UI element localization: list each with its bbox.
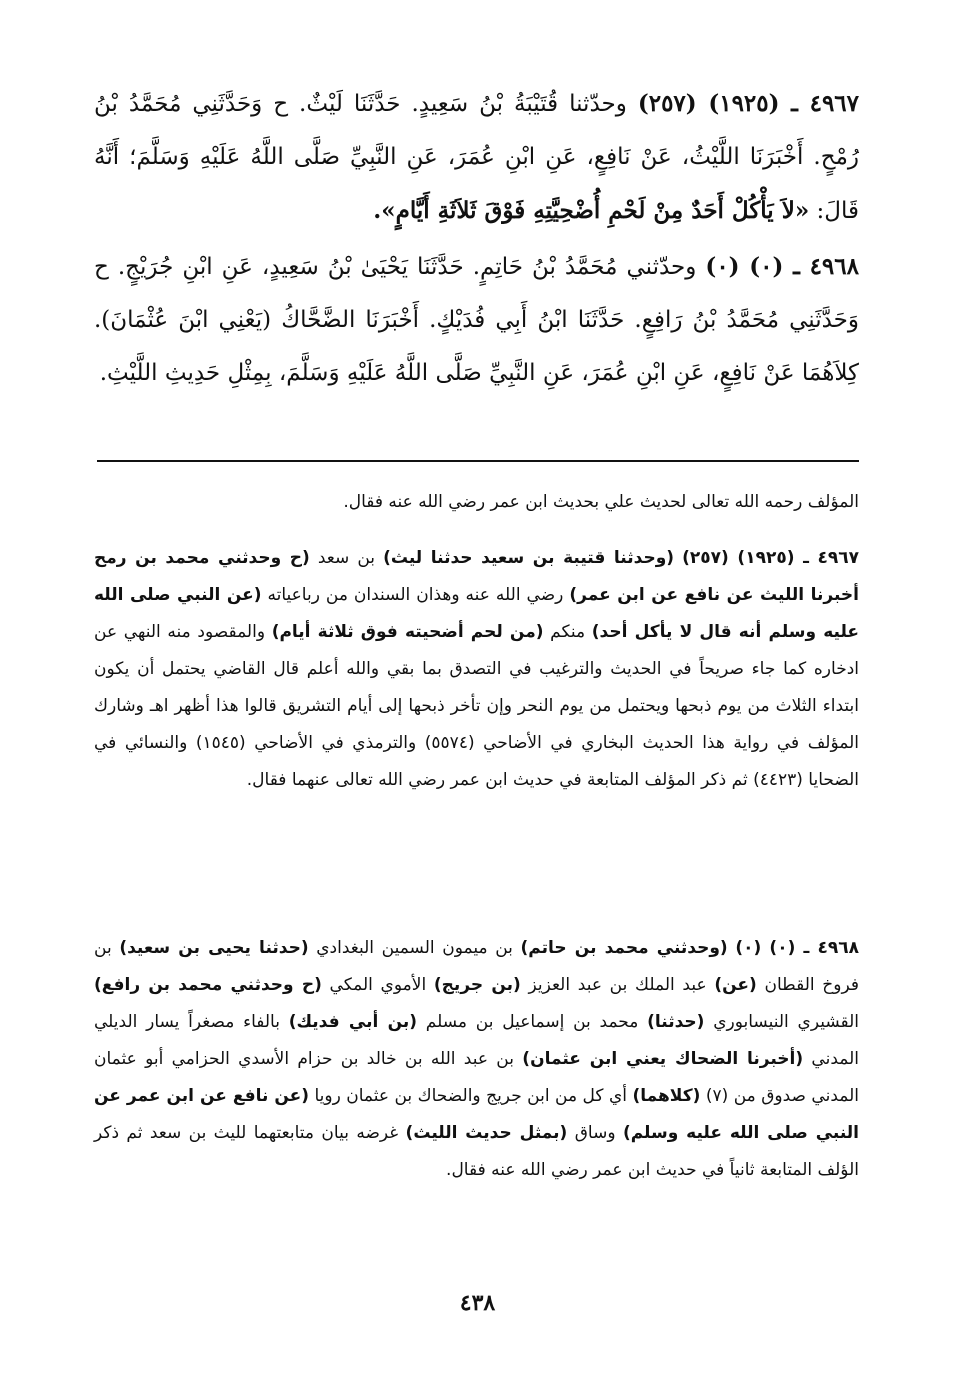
commentary-quote: (أخبرنا الضحاك يعني ابن عثمان) xyxy=(522,1049,804,1069)
commentary-text: وساق xyxy=(567,1123,623,1143)
commentary-quote: (بن أبي فديك) xyxy=(288,1012,418,1032)
hadith-text: وحدّثني مُحَمَّدُ بْنُ حَاتِمٍ. حَدَّثَنَا يَحْيَىٰ بْنُ سَعِيدٍ، عَنِ ابْنِ جُرَيْجٍ. ح وَحَدَّثَنِي مُحَمَّدُ بْنُ رَافِعٍ. حَدَّثَنَا ابْنُ أَبِي فُدَيْكٍ. أَخْبَرَنَا الضَّحَّاكُ (يَعْنِي ابْنَ عُثْمَانَ). كِلاَهُمَا عَنْ نَافِعٍ، عَنِ ابْنِ عُمَرَ، عَنِ النَّبِيِّ صَلَّى اللَّهُ عَلَيْهِ وَسَلَّمَ، بِمِثْلِ حَدِيثِ اللَّيْثِ. xyxy=(94,254,859,386)
commentary-text: بن سعد xyxy=(309,548,384,568)
commentary-text: القشيري النيسابوري xyxy=(704,1012,859,1032)
commentary-quote: (بن جريج) xyxy=(433,975,521,995)
page-number: ٤٣٨ xyxy=(459,1290,496,1316)
commentary-quote: (حدثنا يحيى بن سعيد) xyxy=(119,938,309,958)
hadith-isnad: وحدّثنا قُتَيْبَةُ بْنُ سَعِيدٍ. حَدَّثَنَا لَيْثٌ. ح وَحَدَّثَنِي مُحَمَّدُ بْنُ رُمْحٍ. أَخْبَرَنَا اللَّيْثُ، عَنْ نَافِعٍ، عَنِ ابْنِ عُمَرَ، عَنِ النَّبِيِّ صَلَّى اللَّهُ عَلَيْهِ وَسَلَّمَ؛ أَنَّهُ قَالَ: xyxy=(94,91,859,224)
commentary-quote: (ح وحدثني محمد بن رافع) xyxy=(94,975,322,995)
commentary-text: رضي الله عنه وهذان السندان من رباعياته xyxy=(261,585,570,605)
commentary-text: عبد الملك بن عبد العزيز xyxy=(520,975,715,995)
hadith-4968 xyxy=(94,240,859,400)
hadith-number: ٤٩٦٧ ـ (١٩٢٥) (٢٥٧) xyxy=(637,90,860,117)
hadith-4967 xyxy=(94,77,859,238)
hadith-matn: «لاَ يَأْكُلْ أَحَدٌ مِنْ لَحْمِ أُضْحِيَّتِهِ فَوْقَ ثَلاَثَةِ أَيَّامٍ». xyxy=(373,197,810,224)
commentary-text: غرضه بيان متابعتهما لليث بن سعد ثم ذكر الؤلف المتابعة ثانياً في حديث ابن عمر رضي الله عنه فقال. xyxy=(94,1123,859,1180)
commentary-quote: (عن النبي صلى الله عليه وسلم أنه قال لا يأكل أحد) xyxy=(94,585,859,642)
commentary-quote: (حدثنا) xyxy=(647,1012,705,1032)
commentary-quote: (كلاهما) xyxy=(632,1086,701,1106)
commentary-4968 xyxy=(94,930,859,1189)
commentary-quote: (بمثل حديث الليث) xyxy=(405,1123,568,1143)
commentary-quote: (عن) xyxy=(714,975,757,995)
commentary-text: بن عبد الله بن خالد بن حزام الأسدي الحزامي أبو عثمان المدني صدوق من (٧) xyxy=(94,1049,859,1106)
commentary-text: أي كل من ابن جريج والضحاك بن عثمان رويا xyxy=(309,1086,633,1106)
commentary-text: والمقصود منه النهي عن ادخاره كما جاء صريحاً في الحديث والترغيب في التصدق بما بقي والله أعلم قال القاضي يحتمل أن يكون ابتداء الثلاث من يوم ذبحها ويحتمل من يوم النحر وإن تأخر ذبحها إلى أيام التشريق قالوا هذا أظهر اهـ وشارك المؤلف في رواية هذا الحديث البخاري في الأضاحي (٥٥٧٤) والترمذي في الأضاحي (١٥٤٥) والنسائي في الضحايا (٤٤٢٣) ثم ذكر المؤلف المتابعة في حديث ابن عمر رضي الله تعالى عنهما فقال. xyxy=(94,622,859,790)
commentary-quote: (عن نافع عن ابن عمر عن النبي صلى الله عليه وسلم) xyxy=(94,1086,859,1143)
commentary-4967 xyxy=(94,540,859,799)
commentary-intro xyxy=(94,484,859,521)
commentary-text: بن ميمون السمين البغدادي xyxy=(308,938,521,958)
footnote-divider xyxy=(97,460,859,462)
commentary-intro-text: المؤلف رحمه الله تعالى لحديث علي بحديث ابن عمر رضي الله عنه فقال. xyxy=(343,492,859,512)
commentary-quote: (وحدثني محمد بن حاتم) xyxy=(520,938,728,958)
hadith-number: ٤٩٦٨ ـ (٠) (٠) xyxy=(705,253,859,280)
commentary-text: الأموي المكي xyxy=(321,975,434,995)
commentary-quote: (ح وحدثني محمد بن رمح أخبرنا الليث عن نافع عن ابن عمر) xyxy=(94,548,859,605)
commentary-text: منكم xyxy=(543,622,592,642)
commentary-number: ٤٩٦٨ ـ (٠) (٠) xyxy=(735,938,860,958)
commentary-text: محمد بن إسماعيل بن مسلم xyxy=(417,1012,648,1032)
commentary-number: ٤٩٦٧ ـ (١٩٢٥) (٢٥٧) xyxy=(682,548,859,568)
commentary-text: بالفاء مصغراً يسار الديلي المدني xyxy=(94,1012,859,1069)
commentary-quote: (من لحم أضحيته فوق ثلاثة أيام) xyxy=(271,622,544,642)
commentary-text: بن فروخ القطان xyxy=(94,938,859,995)
commentary-quote: (وحدثنا قتيبة بن سعيد حدثنا ليث) xyxy=(383,548,675,568)
